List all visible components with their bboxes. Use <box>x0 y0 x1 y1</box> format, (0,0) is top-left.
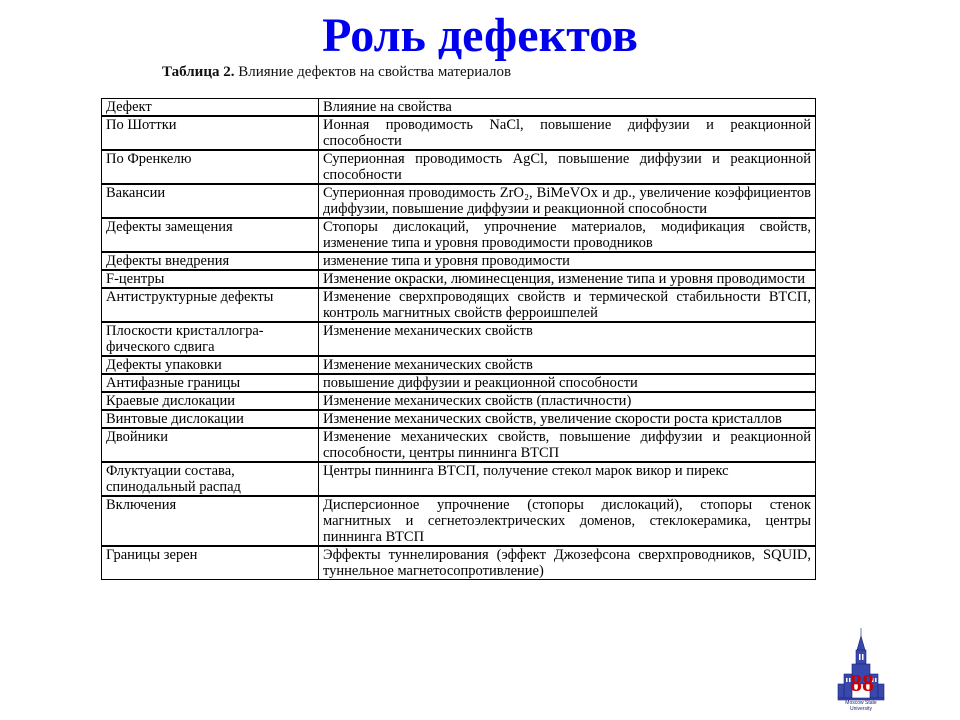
defect-cell: Винтовые дислокации <box>102 410 319 428</box>
effect-cell: Изменение окраски, люминесценция, изменение типа и уровня проводимости <box>319 270 816 288</box>
table-row <box>102 356 816 374</box>
effect-cell: Изменение механических свойств <box>319 356 816 374</box>
table-row <box>102 428 816 462</box>
table-row <box>102 218 816 252</box>
table-row <box>102 184 816 218</box>
slide-title: Роль дефектов <box>322 9 638 62</box>
effect-cell: Изменение механических свойств, повышение диффузии и реакционной способности, центры пиннинга ВТСП <box>319 428 816 462</box>
defect-cell: По Френкелю <box>102 150 319 184</box>
table-caption-label: Таблица 2. <box>162 64 235 80</box>
defect-cell: Границы зерен <box>102 546 319 580</box>
effect-cell: Центры пиннинга ВТСП, получение стекол марок викор и пирекс <box>319 462 816 496</box>
defect-cell: По Шоттки <box>102 116 319 150</box>
table-row <box>102 546 816 580</box>
header-effect: Влияние на свойства <box>319 99 816 117</box>
table-row <box>102 252 816 270</box>
defect-cell: Дефекты упаковки <box>102 356 319 374</box>
table-header-row <box>102 99 816 117</box>
effect-cell: Суперионная проводимость ZrO₂, BiMeVOx и др., увеличение коэффициентов диффузии, повышение диффузии и реакционной способности <box>319 184 816 218</box>
defect-cell: Краевые дислокации <box>102 392 319 410</box>
effect-cell: Изменение механических свойств <box>319 322 816 356</box>
university-label: Moscow State University <box>845 700 877 712</box>
table-row <box>102 462 816 496</box>
table-row <box>102 270 816 288</box>
effect-cell: изменение типа и уровня проводимости <box>319 252 816 270</box>
effect-cell: Ионная проводимость NaCl, повышение диффузии и реакционной способности <box>319 116 816 150</box>
effect-cell: Изменение механических свойств (пластичности) <box>319 392 816 410</box>
defect-cell: Дефекты внедрения <box>102 252 319 270</box>
defect-cell: Плоскости кристаллогра-фического сдвига <box>102 322 319 356</box>
defect-cell: F-центры <box>102 270 319 288</box>
page-number: 88 <box>850 671 874 697</box>
table-row <box>102 150 816 184</box>
effect-cell: повышение диффузии и реакционной способности <box>319 374 816 392</box>
table-row <box>102 392 816 410</box>
header-defect: Дефект <box>102 99 319 117</box>
effect-cell: Стопоры дислокаций, упрочнение материалов, модификация свойств, изменение типа и уровня проводимости проводников <box>319 218 816 252</box>
table-row <box>102 410 816 428</box>
effect-cell: Изменение механических свойств, увеличение скорости роста кристаллов <box>319 410 816 428</box>
defect-cell: Антиструктурные дефекты <box>102 288 319 322</box>
defect-cell: Двойники <box>102 428 319 462</box>
table-caption <box>162 64 511 81</box>
defect-cell: Дефекты замещения <box>102 218 319 252</box>
effect-cell: Дисперсионное упрочнение (стопоры дислокаций), стопоры стенок магнитных и сегнетоэлектрических доменов, стеклокерамика, центры пиннинга ВТСП <box>319 496 816 546</box>
defects-table <box>101 98 816 580</box>
table-row <box>102 322 816 356</box>
defect-cell: Включения <box>102 496 319 546</box>
table-row <box>102 496 816 546</box>
effect-cell: Изменение сверхпроводящих свойств и термической стабильности ВТСП, контроль магнитных свойств ферроишпелей <box>319 288 816 322</box>
table-row <box>102 374 816 392</box>
effect-cell: Эффекты туннелирования (эффект Джозефсона сверхпроводников, SQUID, туннельное магнетосопротивление) <box>319 546 816 580</box>
effect-cell: Суперионная проводимость AgCl, повышение диффузии и реакционной способности <box>319 150 816 184</box>
table-row <box>102 116 816 150</box>
defect-cell: Флуктуации состава, спинодальный распад <box>102 462 319 496</box>
table-row <box>102 288 816 322</box>
defect-cell: Вакансии <box>102 184 319 218</box>
table-caption-text: Влияние дефектов на свойства материалов <box>234 64 512 80</box>
defect-cell: Антифазные границы <box>102 374 319 392</box>
